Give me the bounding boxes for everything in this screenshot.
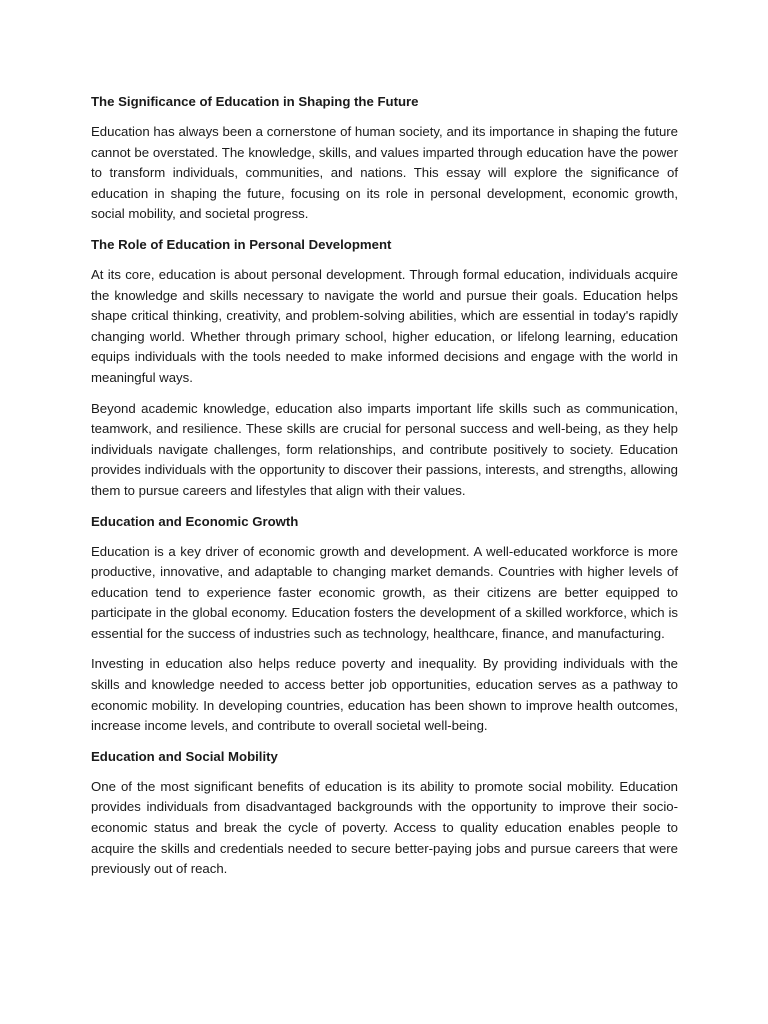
section-economic-growth <box>91 512 678 737</box>
section-heading: The Role of Education in Personal Development <box>91 236 392 252</box>
paragraph: One of the most significant benefits of education is its ability to promote social mobility. Education provides individuals from disadvantaged backgrounds with the opportunity to improve their socio-economic status and break the cycle of poverty. Access to quality education enables people to acquire the skills and credentials needed to secure better-paying jobs and pursue careers that were previously out of reach. <box>91 778 678 877</box>
section-personal-development <box>91 235 678 502</box>
paragraph: Beyond academic knowledge, education also imparts important life skills such as communication, teamwork, and resilience. These skills are crucial for personal success and well-being, as they help individuals navigate challenges, form relationships, and contribute positively to society. Education provides individuals with the opportunity to discover their passions, interests, and strengths, allowing them to pursue careers and lifestyles that align with their values. <box>91 400 678 498</box>
document-title: The Significance of Education in Shaping the Future <box>91 94 419 109</box>
paragraph: Education is a key driver of economic growth and development. A well-educated workforce is more productive, innovative, and adaptable to changing market demands. Countries with higher levels of education tend to experience faster economic growth, as their citizens are better equipped to participate in the global economy. Education fosters the development of a skilled workforce, which is essential for the success of industries such as technology, healthcare, finance, and manufacturing. <box>91 543 678 641</box>
paragraph: Investing in education also helps reduce poverty and inequality. By providing individuals with the skills and knowledge needed to access better job opportunities, education serves as a pathway to economic mobility. In developing countries, education has been shown to improve health outcomes, increase income levels, and contribute to overall societal well-being. <box>91 656 678 734</box>
intro-paragraph: Education has always been a cornerstone of human society, and its importance in shaping the future cannot be overstated. The knowledge, skills, and values imparted through education have the power to transform individuals, communities, and nations. This essay will explore the significance of education in shaping the future, focusing on its role in personal development, economic growth, social mobility, and societal progress. <box>91 124 678 222</box>
section-social-mobility <box>91 747 678 880</box>
section-heading: Education and Social Mobility <box>91 748 278 764</box>
section-heading: Education and Economic Growth <box>91 513 299 529</box>
paragraph: At its core, education is about personal development. Through formal education, individuals acquire the knowledge and skills necessary to navigate the world and pursue their goals. Education helps shape critical thinking, creativity, and problem-solving abilities, which are essential in today's rapidly changing world. Whether through primary school, higher education, or lifelong learning, education equips individuals with the tools needed to make informed decisions and engage with the world in meaningful ways. <box>91 266 678 385</box>
document-page <box>91 92 678 890</box>
